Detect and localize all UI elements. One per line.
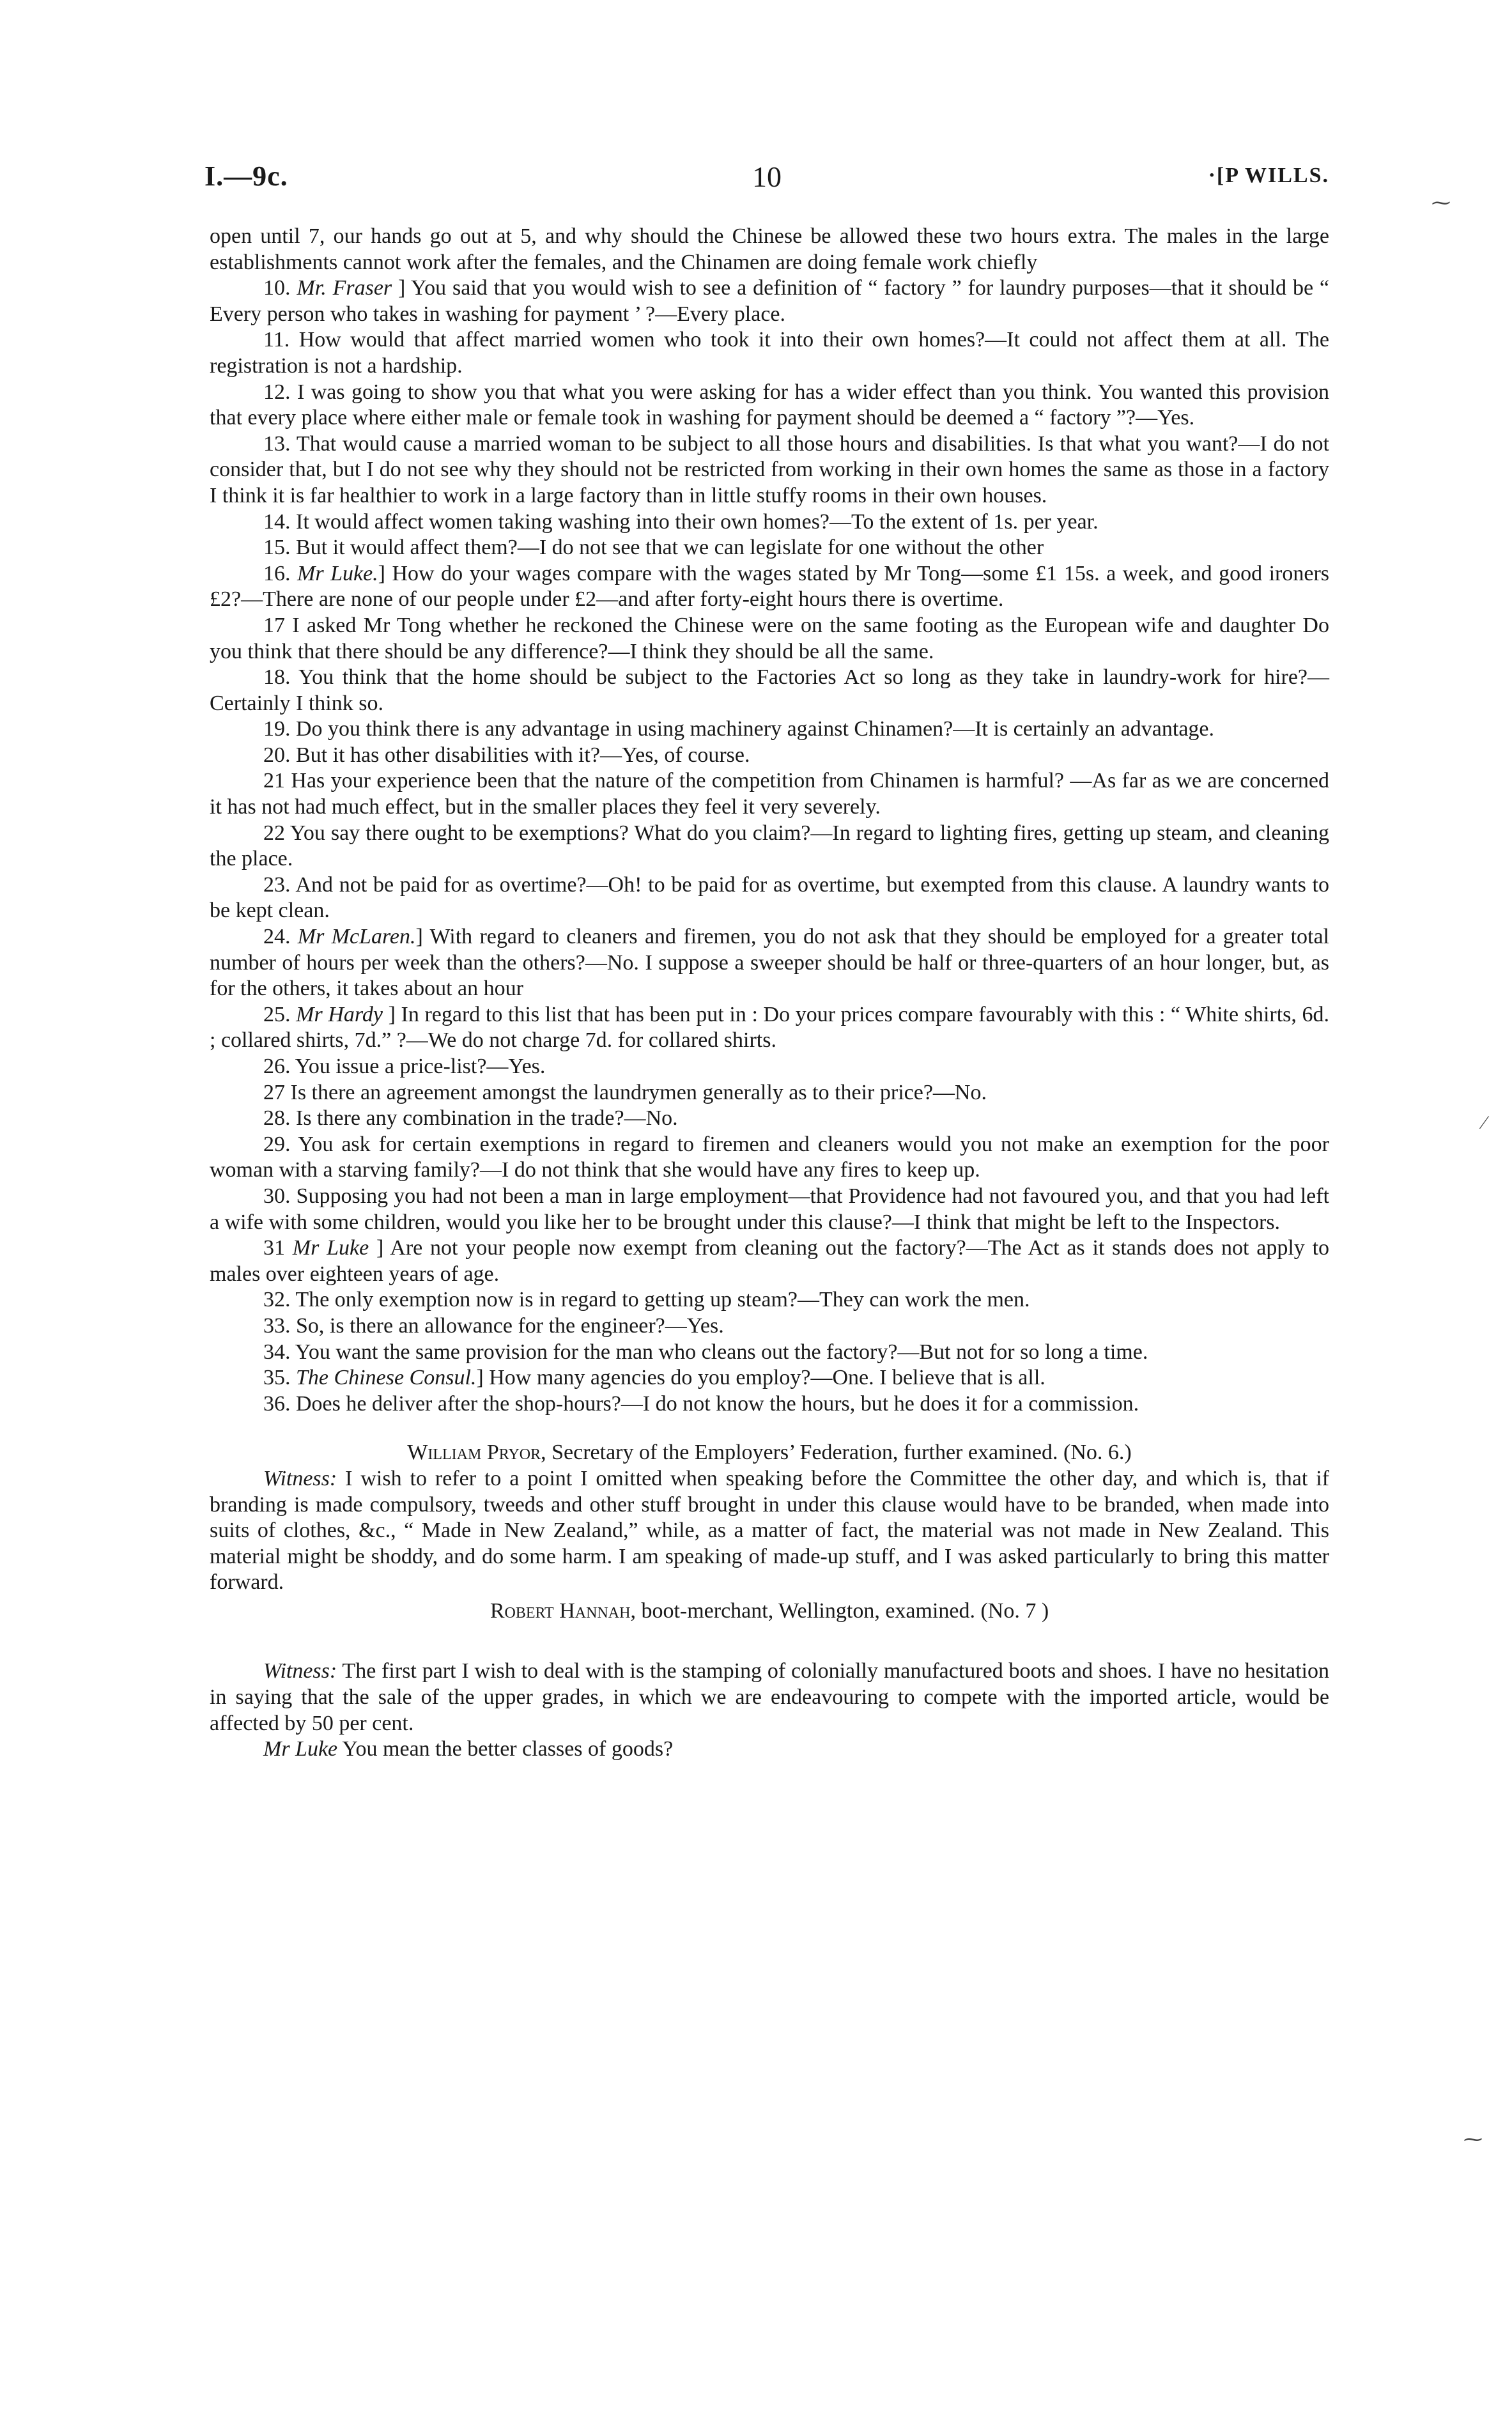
witness-name: William Pryor — [407, 1441, 541, 1465]
question-32: 32. The only exemption now is in regard to getting up steam?—They can work the men. — [263, 1288, 1030, 1312]
question-13: 13. That would cause a married woman to be subject to all those hours and disabilities. Is that what you want?—I do not consider that, but I do not see why they should not be restricted from working in their own homes the same as those in a factory I think it is far healthier to work in a large factory than in little stuffy rooms in their own houses. — [210, 431, 1329, 507]
question-21: 21 Has your experience been that the nature of the competition from Chinamen is harmful? —As far as we are concerned it has not had much effect, but in the smaller places they feel it very severely. — [210, 769, 1329, 819]
question-27: 27 Is there an agreement amongst the laundrymen generally as to their price?—No. — [263, 1080, 987, 1104]
speaker: Mr. Fraser — [297, 276, 392, 300]
question-25: 25. Mr Hardy ] In regard to this list that has been put in : Do your prices compare favourably with this : “ White shirts, 6d. ; collared shirts, 7d.” ?—We do not charge 7d. for collared shirts. — [210, 1002, 1330, 1053]
margin-mark: ⁄ — [1483, 1112, 1486, 1133]
question-36: 36. Does he deliver after the shop-hours?—I do not know the hours, but he does it for a commission. — [263, 1391, 1139, 1416]
question-28: 28. Is there any combination in the trade?—No. — [263, 1106, 678, 1131]
question-20: 20. But it has other disabilities with it?—Yes, of course. — [263, 743, 750, 767]
question-26: 26. You issue a price-list?—Yes. — [263, 1055, 546, 1078]
paragraph-continued: open until 7, our hands go out at 5, and why should the Chinese be allowed these two hours extra. The males in the large establishments cannot work after the females, and the Chinamen are doing female work chiefly — [210, 224, 1329, 274]
speaker: Mr Hardy — [296, 1002, 383, 1026]
witness-label: Witness: — [263, 1466, 337, 1490]
witness-statement-pryor: Witness: I wish to refer to a point I omitted when speaking before the Committee the other day, and which is, that if branding is made compulsory, tweeds and other stuff brought in under this clause would have to be branded, when made into suits of clothes, &c., “ Made in New Zealand,” while, as a matter of fact, the material was not made in New Zealand. This material might be shoddy, and do some harm. I am speaking of made-up stuff, and I was asked particularly to bring this matter forward. — [210, 1466, 1329, 1595]
question-31: 31 Mr Luke ] Are not your people now exempt from cleaning out the factory?—The Act as it stands does not apply to males over eighteen years of age. — [210, 1236, 1330, 1286]
question-22: 22 You say there ought to be exemptions? What do you claim?—In regard to lighting fires, getting up steam, and cleaning the place. — [210, 821, 1329, 871]
speaker: Mr Luke — [292, 1236, 369, 1260]
question-34: 34. You want the same provision for the man who cleans out the factory?—But not for so long a time. — [263, 1340, 1148, 1364]
document-reference: I.—9c. — [204, 160, 288, 192]
speaker: Mr McLaren. — [297, 925, 416, 949]
witness-name: Robert Hannah — [490, 1598, 631, 1623]
question-10: 10. Mr. Fraser ] You said that you would wish to see a definition of “ factory ” for laundry purposes—that it should be “ Every person who takes in washing for payment ’ ?—Every place. — [210, 276, 1330, 326]
question-16: 16. Mr Luke.] How do your wages compare with the wages stated by Mr Tong—some £1 15s. a week, and good ironers £2?—There are none of our people under £2—and after forty-eight hours there is overtime. — [210, 561, 1329, 612]
question-29: 29. You ask for certain exemptions in regard to firemen and cleaners would you not make an exemption for the poor woman with a starving family?—I do not think that she would have any fires to keep up. — [210, 1132, 1330, 1182]
speaker: The Chinese Consul. — [296, 1366, 477, 1390]
question-35: 35. The Chinese Consul.] How many agencies do you employ?—One. I believe that is all. — [263, 1366, 1045, 1390]
page-header — [204, 160, 1329, 198]
margin-mark: ⁓ — [1463, 2129, 1483, 2150]
question-30: 30. Supposing you had not been a man in large employment—that Providence had not favoured you, and that you had left a wife with some children, would you like her to be brought under this clause?—I think that might be left to the Inspectors. — [210, 1184, 1330, 1234]
question-last: Mr Luke You mean the better classes of goods? — [263, 1737, 674, 1761]
question-23: 23. And not be paid for as overtime?—Oh! to be paid for as overtime, but exempted from this clause. A laundry wants to be kept clean. — [210, 872, 1330, 923]
question-33: 33. So, is there an allowance for the engineer?—Yes. — [263, 1313, 724, 1338]
page-number: 10 — [752, 160, 782, 193]
speaker: Mr Luke. — [297, 561, 378, 585]
witness-label: Witness: — [263, 1659, 337, 1683]
question-15: 15. But it would affect them?—I do not see that we can legislate for one without the other — [263, 536, 1044, 560]
question-11: 11. How would that affect married women who took it into their own homes?—It could not affect them at all. The registration is not a hardship. — [210, 328, 1330, 378]
question-12: 12. I was going to show you that what you were asking for has a wider effect than you think. You wanted this provision that every place where either male or female took in washing for payment should be deemed a “ factory ”?—Yes. — [210, 380, 1329, 430]
speaker: Mr Luke — [263, 1737, 338, 1761]
question-18: 18. You think that the home should be subject to the Factories Act so long as they take in laundry-work for hire?—Certainly I think so. — [210, 665, 1329, 715]
witness-statement-hannah: Witness: The first part I wish to deal with is the stamping of colonially manufactured boots and shoes. I have no hesitation in saying that the sale of the upper grades, in which we are endeavouring to compete with the imported article, would be affected by 50 per cent. — [210, 1659, 1329, 1735]
margin-mark: ⁓ — [1431, 192, 1451, 213]
witness-heading-hannah: Robert Hannah, boot-merchant, Wellington, examined. (No. 7 ) — [490, 1598, 1049, 1623]
document-body — [210, 224, 1329, 1763]
question-14: 14. It would affect women taking washing into their own homes?—To the extent of 1s. per year. — [263, 509, 1099, 534]
witness-heading-pryor: William Pryor, Secretary of the Employers’ Federation, further examined. (No. 6.) — [407, 1441, 1132, 1465]
question-17: 17 I asked Mr Tong whether he reckoned the Chinese were on the same footing as the European wife and daughter Do you think that there should be any difference?—I think they should be all the same. — [210, 613, 1329, 663]
header-subject: ·[P WILLS. — [1208, 164, 1329, 187]
question-24: 24. Mr McLaren.] With regard to cleaners and firemen, you do not ask that they should be employed for a greater total number of hours per week than the others?—No. I suppose a sweeper should be half or three-quarters of an hour longer, but, as for the others, it takes about an hour — [210, 925, 1330, 1001]
question-19: 19. Do you think there is any advantage in using machinery against Chinamen?—It is certainly an advantage. — [263, 717, 1215, 741]
